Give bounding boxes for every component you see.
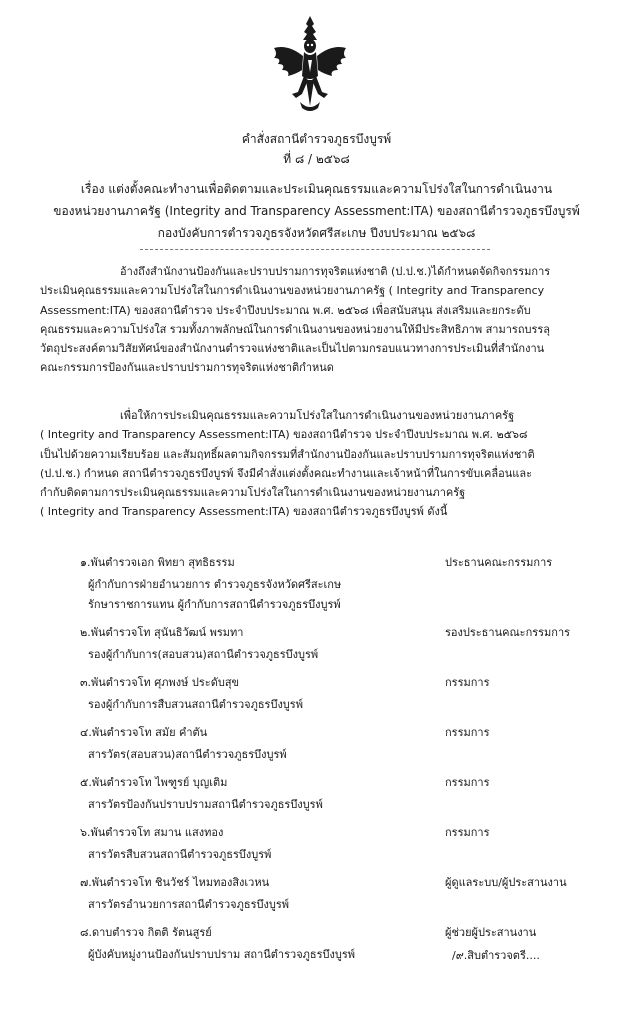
member-role: กรรมการ	[445, 676, 490, 689]
member-role: กรรมการ	[445, 826, 490, 839]
member-name: ๘.ดาบตำรวจ กิตติ รัตนสูรย์	[80, 926, 212, 939]
member-role: ผู้ช่วยผู้ประสานงาน	[445, 926, 537, 939]
member-position: สารวัตร(สอบสวน)สถานีตำรวจภูธรบึงบูรพ์	[88, 748, 287, 761]
subject-line-2: ของหน่วยงานภาครัฐ (Integrity and Transparency Assessment:ITA) ของสถานีตำรวจภูธรบึงบูรพ์	[53, 204, 580, 218]
paragraph-reference	[40, 262, 600, 378]
member-name: ๑.พันตำรวจเอก พิทยา สุทธิธรรม	[80, 556, 235, 569]
continued-marker: /๙.สิบตำรวจตรี....	[452, 949, 540, 962]
member-position: รองผู้กำกับการสืบสวนสถานีตำรวจภูธรบึงบูรพ์	[88, 698, 303, 711]
member-role: รองประธานคณะกรรมการ	[445, 626, 571, 639]
paragraph-line: อ้างถึงสำนักงานป้องกันและปราบปรามการทุจริตแห่งชาติ (ป.ป.ช.)ได้กำหนดจัดกิจกรรมการ	[120, 265, 551, 278]
member-position: สารวัตรป้องกันปราบปรามสถานีตำรวจภูธรบึงบูรพ์	[88, 798, 323, 811]
member-role: ประธานคณะกรรมการ	[445, 556, 553, 569]
paragraph-line: คณะกรรมการป้องกันและปราบปรามการทุจริตแห่งชาติกำหนด	[40, 361, 334, 375]
paragraph-line: วัตถุประสงค์ตามวิสัยทัศน์ของสำนักงานตำรวจแห่งชาติและเป็นไปตามกรอบแนวทางการประเมินที่สำนักงาน	[40, 342, 545, 356]
subject-line-3: กองบังคับการตำรวจภูธรจังหวัดศรีสะเกษ ปีงบประมาณ ๒๕๖๘	[157, 226, 476, 240]
member-position: สารวัตรสืบสวนสถานีตำรวจภูธรบึงบูรพ์	[88, 848, 272, 861]
committee-member	[0, 873, 633, 923]
paragraph-line: ( Integrity and Transparency Assessment:ITA) ของสถานีตำรวจ ประจำปีงบประมาณ พ.ศ. ๒๕๖๘	[40, 428, 528, 442]
paragraph-line: กำกับติดตามการประเมินคุณธรรมและความโปร่งใสในการดำเนินงานของหน่วยงานภาครัฐ	[40, 486, 466, 500]
garuda-emblem-icon	[270, 14, 350, 114]
member-position: รักษาราชการแทน ผู้กำกับการสถานีตำรวจภูธรบึงบูรพ์	[88, 598, 341, 611]
paragraph-purpose	[40, 406, 600, 522]
paragraph-line: ประเมินคุณธรรมและความโปร่งใสในการดำเนินงานของหน่วยงานภาครัฐ ( Integrity and Transparency	[40, 284, 545, 298]
member-name: ๕.พันตำรวจโท ไพฑูรย์ บุญเติม	[80, 776, 228, 789]
committee-member-list	[0, 553, 633, 973]
member-role: กรรมการ	[445, 776, 490, 789]
member-position: สารวัตรอำนวยการสถานีตำรวจภูธรบึงบูรพ์	[88, 898, 289, 911]
subject-line-1: เรื่อง แต่งตั้งคณะทำงานเพื่อติดตามและประเมินคุณธรรมและความโปร่งใสในการดำเนินงาน	[80, 182, 553, 196]
member-position: รองผู้กำกับการ(สอบสวน)สถานีตำรวจภูธรบึงบูรพ์	[88, 648, 319, 661]
member-role: กรรมการ	[445, 726, 490, 739]
member-position: ผู้กำกับการฝ่ายอำนวยการ ตำรวจภูธรจังหวัดศรีสะเกษ	[88, 578, 342, 591]
paragraph-line: เป็นไปด้วยความเรียบร้อย และสัมฤทธิ์ผลตามกิจกรรมที่สำนักงานป้องกันและปราบปรามการทุจริตแห่งชาติ	[40, 447, 535, 461]
order-title: คำสั่งสถานีตำรวจภูธรบึงบูรพ์	[241, 132, 392, 146]
committee-member	[0, 553, 633, 623]
committee-member	[0, 823, 633, 873]
paragraph-line: เพื่อให้การประเมินคุณธรรมและความโปร่งใสในการดำเนินงานของหน่วยงานภาครัฐ	[120, 409, 515, 422]
paragraph-line: คุณธรรมและความโปร่งใส รวมทั้งภาพลักษณ์ในการดำเนินงานของหน่วยงานให้มีประสิทธิภาพ สามารถบรรลุ	[40, 322, 551, 336]
member-name: ๓.พันตำรวจโท ศุภพงษ์ ประดับสุข	[80, 676, 240, 689]
committee-member	[0, 723, 633, 773]
member-name: ๗.พันตำรวจโท ชินวัชร์ ไหมทองสิงเวหน	[80, 876, 270, 889]
paragraph-line: (ป.ป.ช.) กำหนด สถานีตำรวจภูธรบึงบูรพ์ จึงมีคำสั่งแต่งตั้งคณะทำงานและเจ้าหน้าที่ในการขับเคลื่อนและ	[40, 466, 532, 480]
order-number: ที่ ๘ / ๒๕๖๘	[283, 152, 350, 166]
paragraph-line: Assessment:ITA) ของสถานีตำรวจ ประจำปีงบประมาณ พ.ศ. ๒๕๖๘ เพื่อสนับสนุน ส่งเสริมและยกระดับ	[40, 303, 531, 317]
member-name: ๔.พันตำรวจโท สมัย คำตัน	[80, 726, 208, 739]
paragraph-line: ( Integrity and Transparency Assessment:ITA) ของสถานีตำรวจภูธรบึงบูรพ์ ดังนี้	[40, 505, 448, 519]
separator-line	[140, 249, 490, 250]
member-name: ๖.พันตำรวจโท สมาน แสงทอง	[80, 826, 224, 839]
committee-member	[0, 673, 633, 723]
committee-member	[0, 773, 633, 823]
member-position: ผู้บังคับหมู่งานป้องกันปราบปราม สถานีตำรวจภูธรบึงบูรพ์	[88, 948, 356, 961]
member-name: ๒.พันตำรวจโท สุนันธิวัฒน์ พรมทา	[80, 626, 244, 639]
committee-member	[0, 623, 633, 673]
member-role: ผู้ดูแลระบบ/ผู้ประสานงาน	[445, 876, 567, 889]
